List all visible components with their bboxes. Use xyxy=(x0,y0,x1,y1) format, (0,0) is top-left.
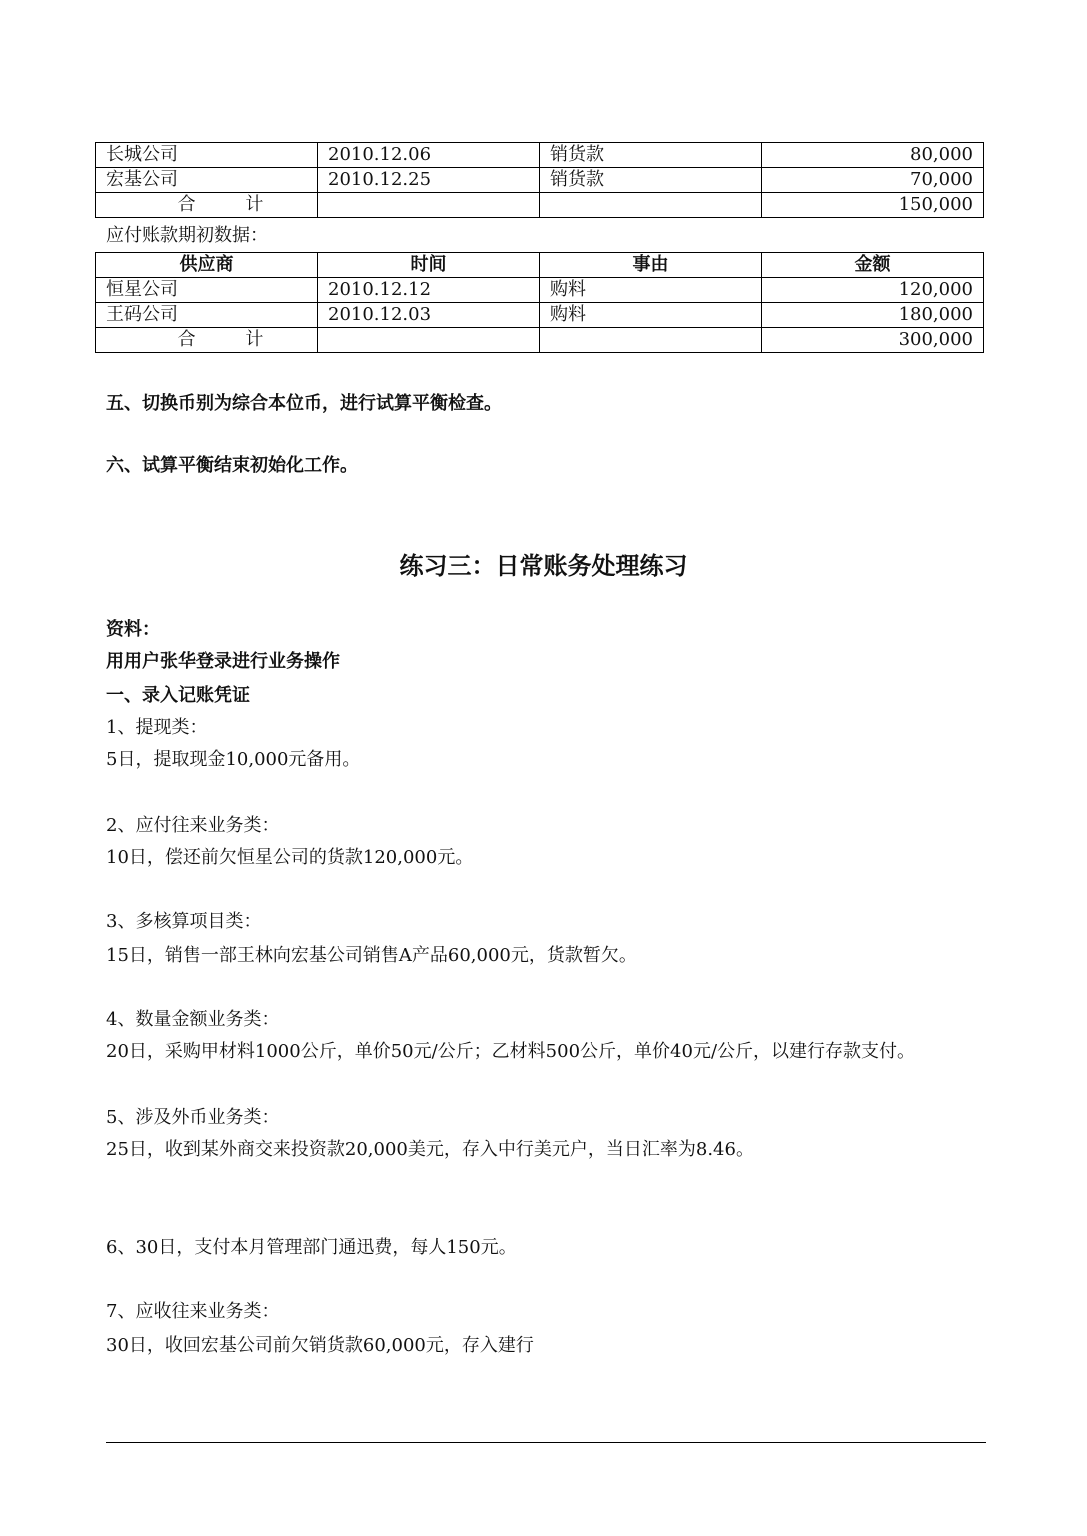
login-line: 用用户张华登录进行业务操作 xyxy=(106,651,340,672)
item-3-body: 15日，销售一部王林向宏基公司销售A产品60,000元，货款暂欠。 xyxy=(106,945,637,966)
item-7-heading: 7、应收往来业务类： xyxy=(106,1301,280,1322)
header-date: 时间 xyxy=(318,253,540,278)
header-supplier: 供应商 xyxy=(96,253,318,278)
materials-label: 资料： xyxy=(106,619,160,640)
empty-cell xyxy=(540,193,762,218)
empty-cell xyxy=(318,328,540,353)
table-header-row xyxy=(96,253,984,278)
table-row xyxy=(96,278,984,303)
receivable-table xyxy=(95,142,984,218)
item-2-body: 10日，偿还前欠恒星公司的货款120,000元。 xyxy=(106,847,474,868)
date-cell: 2010.12.06 xyxy=(318,143,540,168)
step-5-text: 五、切换币别为综合本位币，进行试算平衡检查。 xyxy=(106,393,502,414)
step-6-text: 六、试算平衡结束初始化工作。 xyxy=(106,455,358,476)
table-row xyxy=(96,168,984,193)
reason-cell: 购料 xyxy=(540,303,762,328)
reason-cell: 购料 xyxy=(540,278,762,303)
company-cell: 长城公司 xyxy=(96,143,318,168)
empty-cell xyxy=(318,193,540,218)
item-5-heading: 5、涉及外币业务类： xyxy=(106,1107,280,1128)
item-7-body: 30日，收回宏基公司前欠销货款60,000元，存入建行 xyxy=(106,1335,534,1356)
table-row xyxy=(96,303,984,328)
payable-table xyxy=(95,252,984,353)
company-cell: 宏基公司 xyxy=(96,168,318,193)
total-label: 合 计 xyxy=(96,193,318,218)
empty-cell xyxy=(540,328,762,353)
amount-cell: 180,000 xyxy=(762,303,984,328)
date-cell: 2010.12.25 xyxy=(318,168,540,193)
total-label: 合 计 xyxy=(96,328,318,353)
table-total-row xyxy=(96,328,984,353)
item-1-heading: 1、提现类： xyxy=(106,717,208,738)
footer-rule xyxy=(106,1442,986,1443)
part-1-heading: 一、录入记账凭证 xyxy=(106,685,250,706)
section-title: 练习三：日常账务处理练习 xyxy=(399,551,688,580)
date-cell: 2010.12.03 xyxy=(318,303,540,328)
total-amount: 150,000 xyxy=(762,193,984,218)
item-4-body: 20日，采购甲材料1000公斤，单价50元/公斤；乙材料500公斤，单价40元/公斤，以建行存款支付。 xyxy=(106,1041,916,1062)
total-amount: 300,000 xyxy=(762,328,984,353)
amount-cell: 70,000 xyxy=(762,168,984,193)
item-4-heading: 4、数量金额业务类： xyxy=(106,1009,280,1030)
date-cell: 2010.12.12 xyxy=(318,278,540,303)
amount-cell: 120,000 xyxy=(762,278,984,303)
item-2-heading: 2、应付往来业务类： xyxy=(106,815,280,836)
payable-caption: 应付账款期初数据： xyxy=(106,225,268,246)
header-reason: 事由 xyxy=(540,253,762,278)
item-3-heading: 3、多核算项目类： xyxy=(106,911,262,932)
amount-cell: 80,000 xyxy=(762,143,984,168)
reason-cell: 销货款 xyxy=(540,143,762,168)
supplier-cell: 恒星公司 xyxy=(96,278,318,303)
item-5-body: 25日，收到某外商交来投资款20,000美元，存入中行美元户，当日汇率为8.46。 xyxy=(106,1139,754,1160)
table-total-row xyxy=(96,193,984,218)
header-amount: 金额 xyxy=(762,253,984,278)
table-row xyxy=(96,143,984,168)
supplier-cell: 王码公司 xyxy=(96,303,318,328)
reason-cell: 销货款 xyxy=(540,168,762,193)
item-6-heading: 6、30日，支付本月管理部门通迅费，每人150元。 xyxy=(106,1237,517,1258)
item-1-body: 5日，提取现金10,000元备用。 xyxy=(106,749,361,770)
